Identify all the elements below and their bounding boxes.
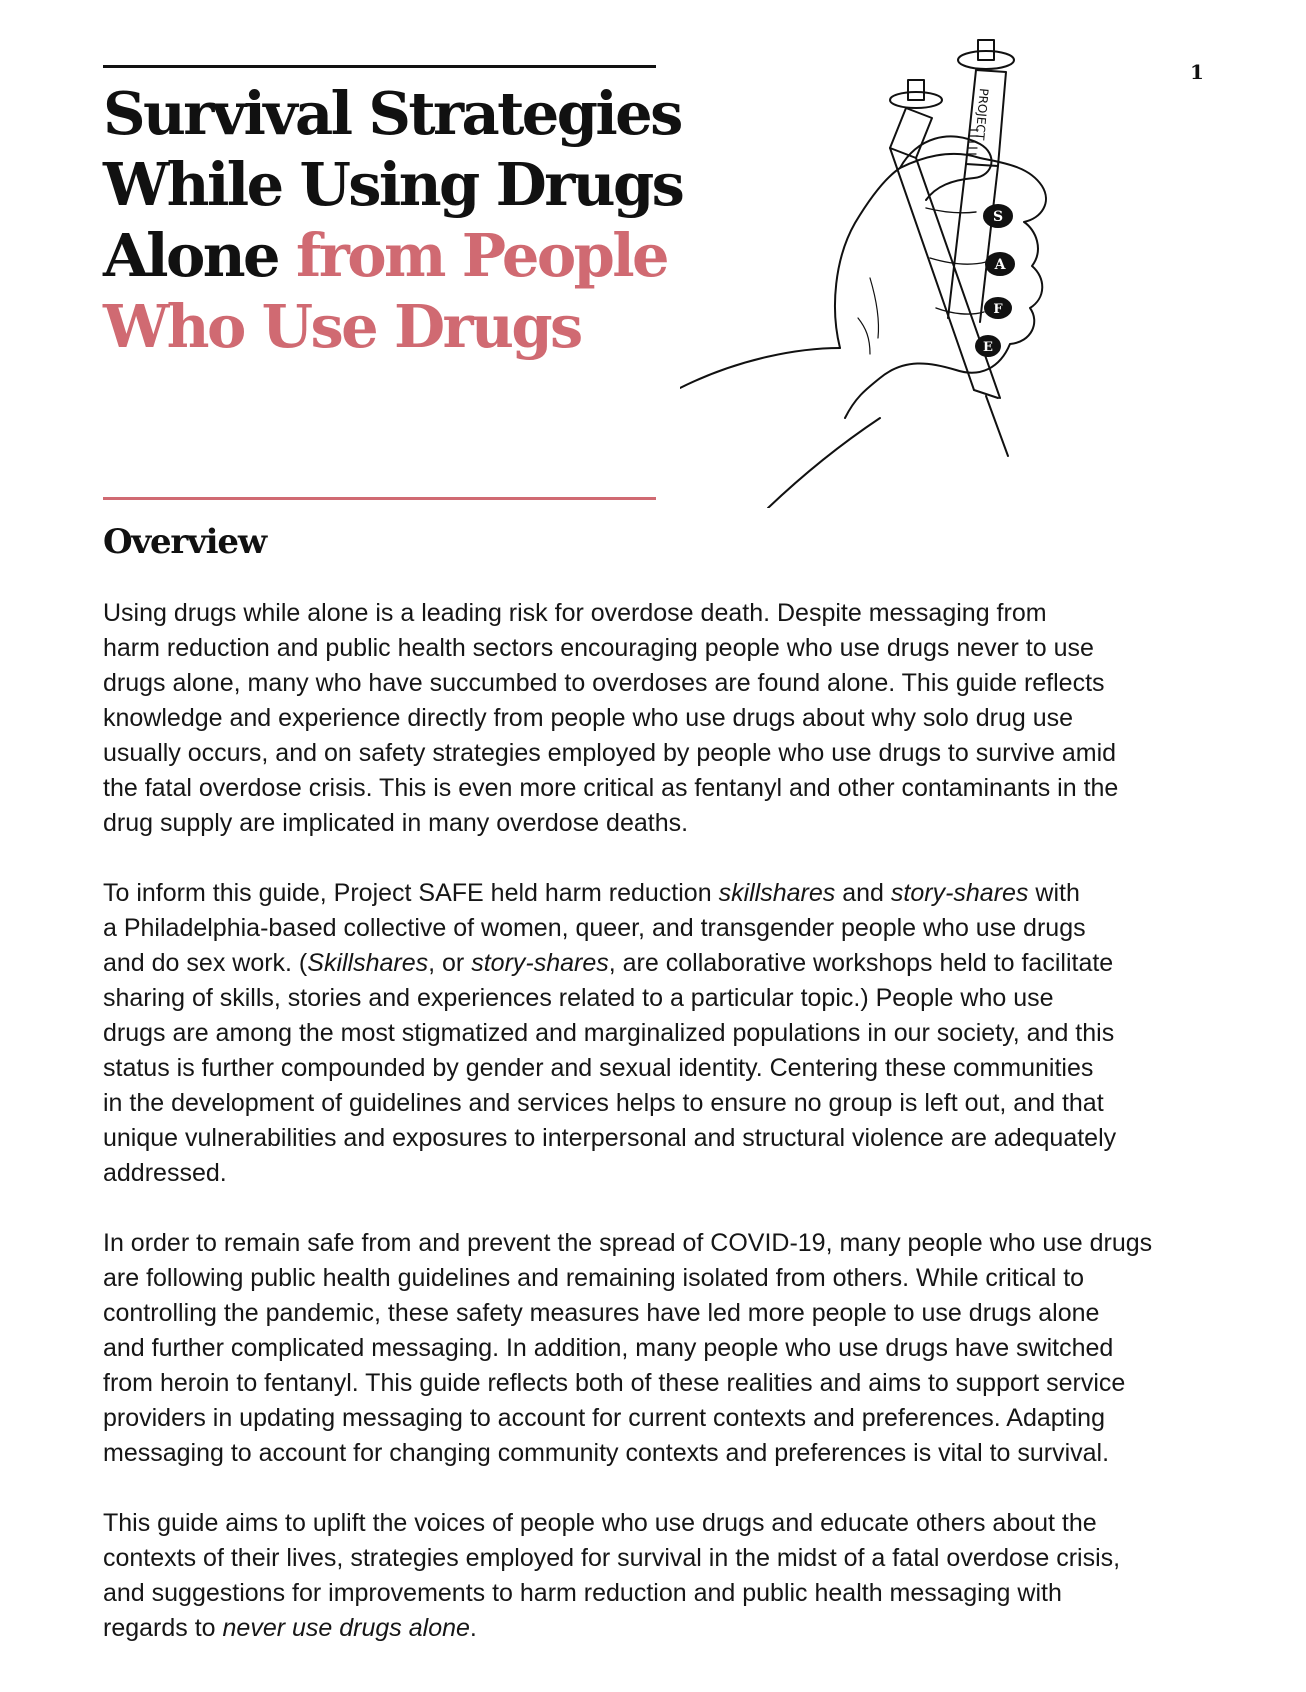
italic-term: never use drugs alone [222,1614,470,1642]
italic-term: Skillshares [307,949,429,977]
paragraph-text: , are collaborative workshops held to facilitate sharing of skills, stories and experiences related to a particular topic.) People who use drugs are among the most stigmatized and marginalized populations in our society, and this status is further compounded by gender and sexual identity. Centering these communities in the development of guidelines and services helps to ensure no group is left out, and that unique vulnerabilities and exposures to interpersonal and structural violence are adequately addressed. [103,949,1117,1187]
title-accent: from People Who Use Drugs [103,221,667,361]
overview-paragraph [103,1506,1213,1646]
italic-term: story-shares [471,949,609,977]
forearm-line [680,348,840,388]
thumb-outline [900,136,991,200]
hand-outline [835,154,1046,418]
nail-letter-e: E [983,340,993,355]
title-main: Survival Strategies While Using Drugs Alone [103,79,683,290]
paragraph-text: In order to remain safe from and prevent the spread of COVID-19, many people who use drugs are following public health guidelines and remaining isolated from others. While critical to controlling the pandemic, these safety measures have led more people to use drugs alone and further complicated messaging. In addition, many people who use drugs have switched from heroin to fentanyl. This guide reflects both of these realities and aims to support service providers in updating messaging to account for current contexts and preferences. Adapting messaging to account for changing community contexts and preferences is vital to survival. [103,1229,1153,1467]
title-top-rule [103,65,656,68]
syringe-label: PROJECT [972,87,991,141]
fingernail-a-icon [986,253,1014,275]
overview-paragraph [103,1226,1213,1471]
paragraph-text: , or [428,949,472,977]
paragraph-text: This guide aims to uplift the voices of people who use drugs and educate others about the contexts of their lives, strategies employed for survival in the midst of a fatal overdose crisis, and suggestions for improvements to harm reduction and public health messaging with regards to [103,1509,1121,1642]
page-title [103,78,703,362]
nail-letter-f: F [993,302,1003,317]
italic-term: skillshares [718,879,836,907]
section-heading-overview: Overview [103,522,266,562]
overview-body [103,596,1213,1681]
fingernail-f-icon [985,298,1011,318]
paragraph-text: . [469,1614,477,1642]
italic-term: story-shares [890,879,1029,907]
title-bottom-rule [103,497,656,500]
nail-letter-s: S [992,209,1004,225]
paragraph-text: Using drugs while alone is a leading risk for overdose death. Despite messaging from harm reduction and public health sectors encouraging people who use drugs never to use drugs alone, many who have succumbed to overdoses are found alone. This guide reflects knowledge and experience directly from people who use drugs about why solo drug use usually occurs, and on safety strategies employed by people who use drugs to survive amid the fatal overdose crisis. This is even more critical as fentanyl and other contaminants in the drug supply are implicated in many overdose deaths. [103,599,1119,837]
page-number: 1 [1190,60,1204,84]
fingernail-s-icon [984,205,1012,227]
paragraph-text: and [835,879,891,907]
overview-paragraph [103,596,1213,841]
paragraph-text: To inform this guide, Project SAFE held harm reduction [103,879,719,907]
nail-letter-a: A [994,257,1006,273]
fingernail-e-icon [976,336,1000,356]
forearm-line [768,418,880,508]
paragraph-text: with a Philadelphia-based collective of women, queer, and transgender people who use drugs and do sex work. ( [103,879,1086,977]
overview-paragraph [103,876,1213,1191]
hand-holding-syringes-illustration [680,18,1100,508]
